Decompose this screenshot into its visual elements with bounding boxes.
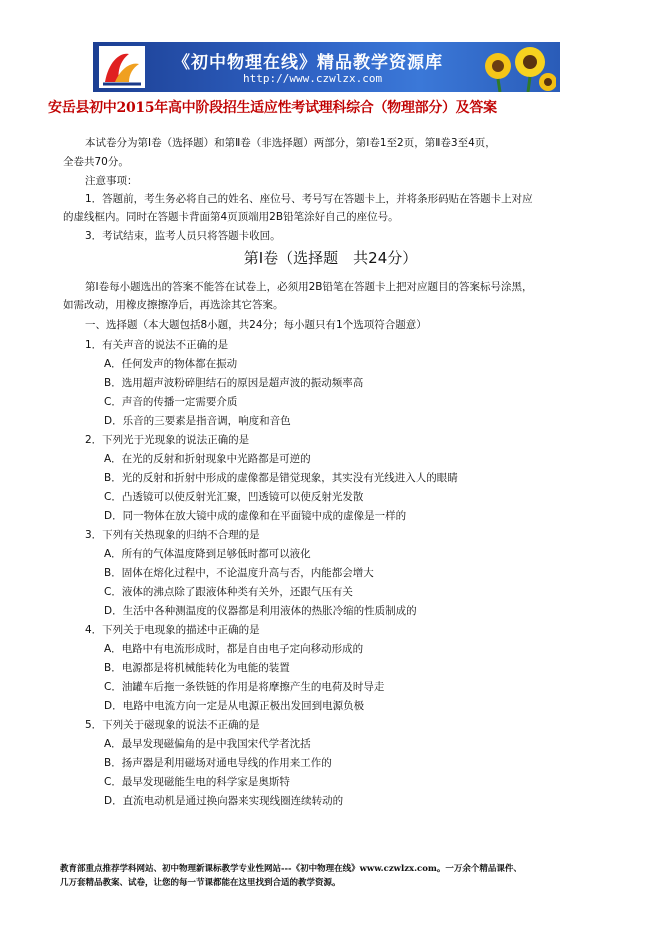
question-option: B．电源都是将机械能转化为电能的装置 [104,662,290,674]
question-option: B．扬声器是利用磁场对通电导线的作用来工作的 [104,757,332,769]
question-option: A．电路中有电流形成时，都是自由电子定向移动形成的 [104,643,364,655]
banner-title: 《初中物理在线》精品教学资源库 [173,53,443,73]
note-item: 的虚线框内。同时在答题卡背面第4页顶端用2B铅笔涂好自己的座位号。 [63,211,399,223]
page-title: 安岳县初中2015年高中阶段招生适应性考试理科综合（物理部分）及答案 [48,100,497,116]
intro-text: 全卷共70分。 [63,156,129,168]
section-instruction: 第Ⅰ卷每小题选出的答案不能答在试卷上，必须用2B铅笔在答题卡上把对应题目的答案标号涂黑， [85,281,533,293]
footer-line: 几万套精品教案、试卷，让您的每一节课都能在这里找到合适的教学资源。 [60,878,341,888]
site-logo-icon [99,46,145,88]
question-option: D．电路中电流方向一定是从电源正极出发回到电源负极 [104,700,365,712]
sunflower-icon [476,42,556,92]
question-option: B．光的反射和折射中形成的虚像都是错觉现象，其实没有光线进入人的眼睛 [104,472,458,484]
question-option: D．同一物体在放大镜中成的虚像和在平面镜中成的虚像是一样的 [104,510,407,522]
question-option: C．最早发现磁能生电的科学家是奥斯特 [104,776,290,788]
question-option: C．凸透镜可以使反射光汇聚，凹透镜可以使反射光发散 [104,491,364,503]
question-option: A．所有的气体温度降到足够低时都可以液化 [104,548,311,560]
question-stem: 1．有关声音的说法不正确的是 [85,339,229,351]
question-option: D．生活中各种测温度的仪器都是利用液体的热胀冷缩的性质制成的 [104,605,417,617]
question-option: B．选用超声波粉碎胆结石的原因是超声波的振动频率高 [104,377,364,389]
question-option: C．液体的沸点除了跟液体种类有关外，还跟气压有关 [104,586,353,598]
banner-url: http://www.czwlzx.com [243,72,383,85]
question-stem: 2．下列光于光现象的说法正确的是 [85,434,250,446]
question-option: A．在光的反射和折射现象中光路都是可逆的 [104,453,311,465]
question-option: A．最早发现磁偏角的是中我国宋代学者沈括 [104,738,311,750]
section-heading: 第Ⅰ卷（选择题 共24分） [243,249,418,267]
section-instruction: 如需改动，用橡皮擦擦净后，再选涂其它答案。 [63,299,284,311]
question-option: B．固体在熔化过程中，不论温度升高与否，内能都会增大 [104,567,374,579]
question-option: D．直流电动机是通过换向器来实现线圈连续转动的 [104,795,344,807]
part-heading: 一、选择题（本大题包括8小题，共24分；每小题只有1个选项符合题意） [85,319,427,331]
question-option: C．油罐车后拖一条铁链的作用是将摩擦产生的电荷及时导走 [104,681,385,693]
note-item: 1．答题前，考生务必将自己的姓名、座位号、考号写在答题卡上，并将条形码贴在答题卡上对应 [85,193,533,205]
question-stem: 5．下列关于磁现象的说法不正确的是 [85,719,260,731]
header-banner [93,42,560,92]
question-option: A．任何发声的物体都在振动 [104,358,238,370]
intro-text: 本试卷分为第Ⅰ卷（选择题）和第Ⅱ卷（非选择题）两部分，第Ⅰ卷1至2页，第Ⅱ卷3至4页， [85,137,496,149]
question-stem: 4．下列关于电现象的描述中正确的是 [85,624,260,636]
page-footer [60,862,620,890]
notes-heading: 注意事项： [85,175,138,187]
note-item: 3．考试结束，监考人员只将答题卡收回。 [85,230,281,242]
question-option: C．声音的传播一定需要介质 [104,396,238,408]
question-option: D．乐音的三要素是指音调，响度和音色 [104,415,291,427]
question-stem: 3．下列有关热现象的归纳不合理的是 [85,529,260,541]
footer-line: 教育部重点推荐学科网站、初中物理新课标教学专业性网站---《初中物理在线》www.czwlzx.com。一万余个精品课件、 [60,864,522,874]
